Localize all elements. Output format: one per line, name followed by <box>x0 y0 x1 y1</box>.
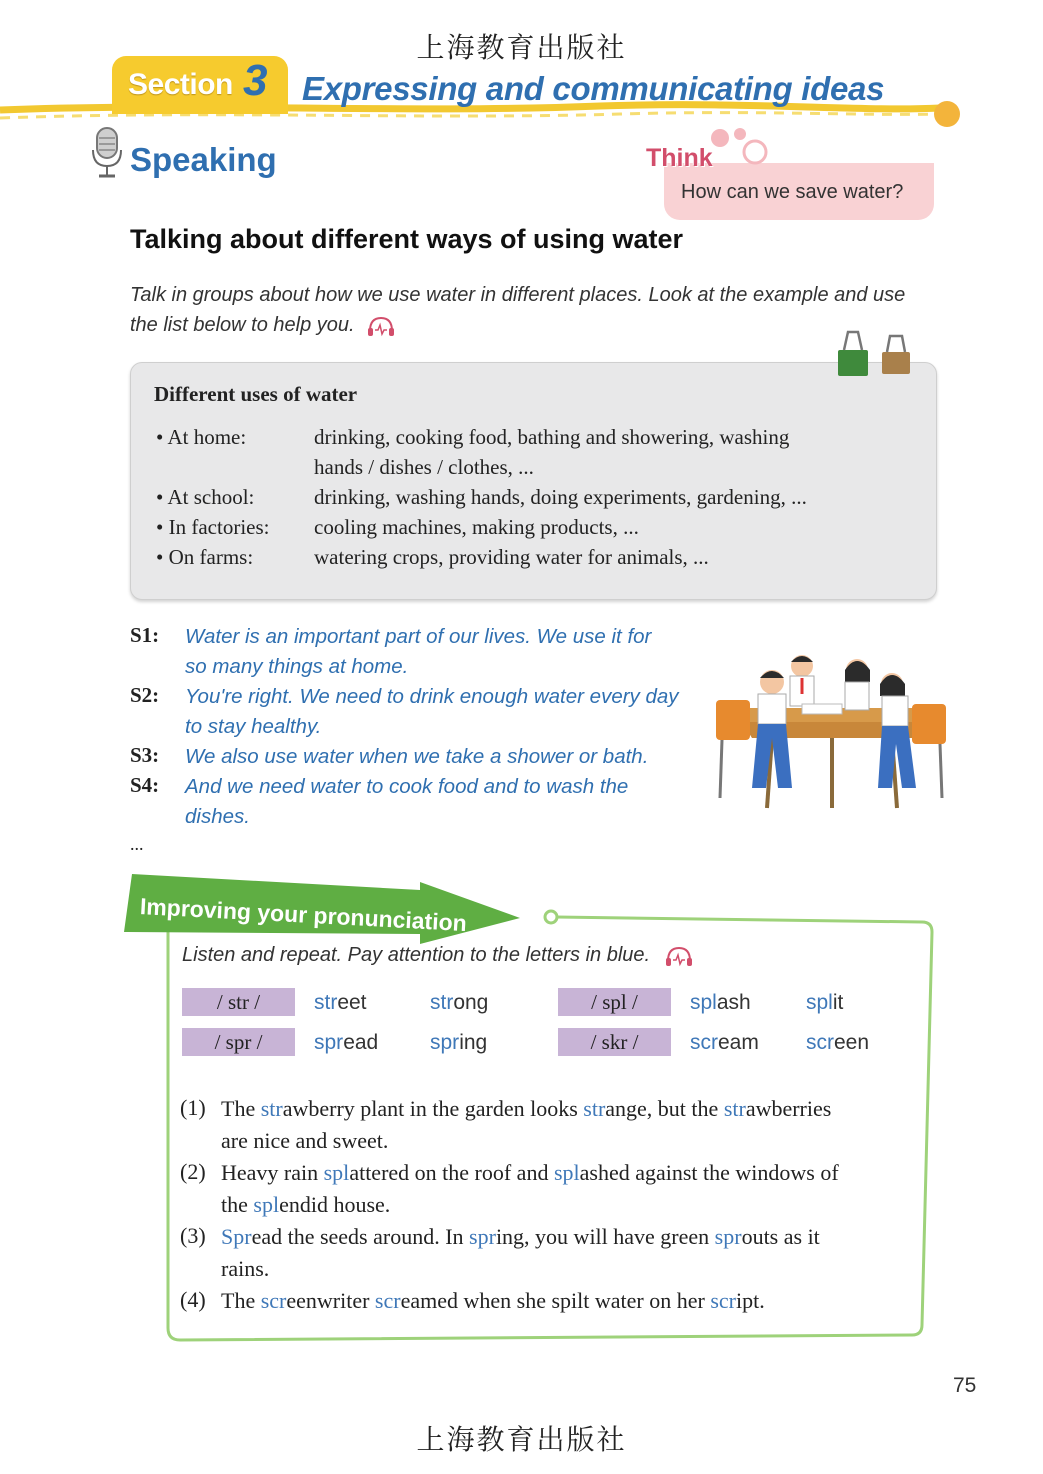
dialogue-line: We also use water when we take a shower or bath. <box>185 745 649 768</box>
section-title: Expressing and communicating ideas <box>302 70 885 107</box>
sound-tag: / skr / <box>558 1028 671 1056</box>
instruction-line-1: Talk in groups about how we use water in different places. Look at the example and use <box>130 284 906 306</box>
list-item-text: watering crops, providing water for animals, ... <box>314 545 709 569</box>
speaking-title: Speaking <box>130 141 277 178</box>
think-question: How can we save water? <box>681 181 904 203</box>
speaker-label: S4: <box>130 773 160 797</box>
speaker-label: S1: <box>130 623 160 647</box>
list-item-text: cooling machines, making products, ... <box>314 515 639 539</box>
students-discussion-illustration <box>712 648 952 816</box>
think-label: Think <box>646 144 713 172</box>
uses-box-title: Different uses of water <box>154 382 358 406</box>
publisher-top: 上海教育出版社 <box>416 31 627 64</box>
section-number: 3 <box>243 56 268 105</box>
example-word: street <box>314 991 367 1014</box>
sentence-number: (1) <box>180 1095 206 1120</box>
list-item-text: drinking, washing hands, doing experiments, gardening, ... <box>314 485 807 509</box>
activity-heading: Talking about different ways of using water <box>130 224 684 254</box>
sentence-number: (4) <box>180 1287 206 1312</box>
example-word: screen <box>806 1031 870 1054</box>
activity-instruction <box>130 280 930 340</box>
example-word: splash <box>690 991 751 1014</box>
instruction-line-2: the list below to help you. <box>130 310 930 340</box>
dialogue-line: Water is an important part of our lives. We use it for so many things at home. <box>185 625 652 678</box>
section-label: Section <box>128 68 233 101</box>
sound-tag: / spl / <box>558 988 671 1016</box>
practice-sentence: Spread the seeds around. In spring, you will have green sprouts as it rains. <box>221 1224 820 1281</box>
example-word: strong <box>430 991 489 1014</box>
sentence-number: (2) <box>180 1159 206 1184</box>
list-item-label: • On farms: <box>156 545 254 569</box>
example-word: spring <box>430 1031 488 1054</box>
example-word: scream <box>690 1031 759 1054</box>
pronunciation-banner: Improving your pronunciation <box>139 893 468 937</box>
band-end-dot <box>934 101 960 127</box>
headphones-icon[interactable] <box>366 315 396 337</box>
page-number: 75 <box>953 1374 977 1397</box>
speaker-label: S2: <box>130 683 160 707</box>
sentence-number: (3) <box>180 1223 206 1248</box>
pronunciation-instruction: Listen and repeat. Pay attention to the letters in blue. <box>182 944 694 967</box>
list-item-label: • At school: <box>156 485 255 509</box>
dialogue-ellipsis: ... <box>130 834 144 854</box>
practice-sentence: The screenwriter screamed when she spilt water on her script. <box>221 1288 765 1313</box>
dialogue-line: And we need water to cook food and to wash the dishes. <box>185 775 629 828</box>
microphone-icon <box>90 126 124 180</box>
binder-clips-icon <box>832 328 916 380</box>
sound-tag: / spr / <box>182 1028 295 1056</box>
list-item-label: • At home: <box>156 425 247 449</box>
headphones-icon[interactable] <box>664 945 694 967</box>
example-word: split <box>806 991 844 1014</box>
list-item-label: • In factories: <box>156 515 270 539</box>
sound-tag: / str / <box>182 988 295 1016</box>
example-word: spread <box>314 1031 379 1054</box>
list-item-text: drinking, cooking food, bathing and showering, washing hands / dishes / clothes, ... <box>314 425 790 479</box>
dialogue-line: You're right. We need to drink enough water every day to stay healthy. <box>185 685 679 738</box>
speaker-label: S3: <box>130 743 160 767</box>
practice-sentence: Heavy rain splattered on the roof and splashed against the windows of the splendid house. <box>221 1160 839 1217</box>
publisher-bottom: 上海教育出版社 <box>416 1423 627 1456</box>
practice-sentence: The strawberry plant in the garden looks strange, but the strawberries are nice and sweet. <box>221 1096 832 1153</box>
